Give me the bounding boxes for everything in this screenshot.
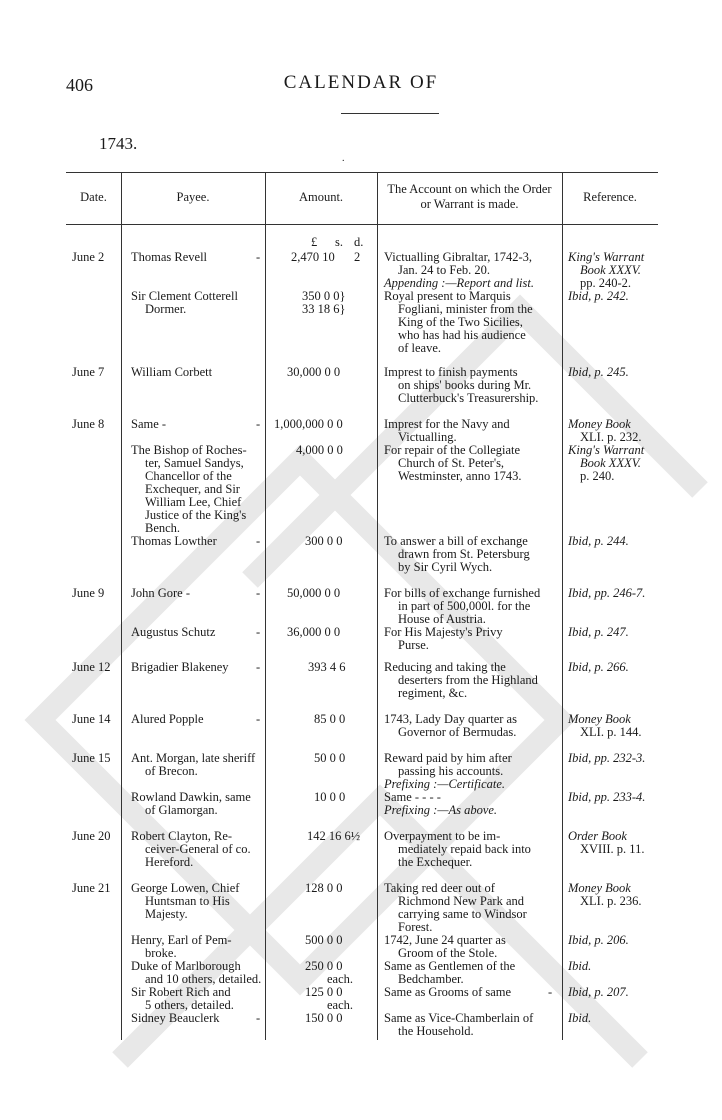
entry-payee: 5 others, detailed. (145, 998, 234, 1012)
entry-account: carrying same to Windsor (398, 907, 527, 921)
entry-date: June 7 (72, 365, 105, 379)
entry-payee: of Glamorgan. (145, 803, 218, 817)
entry-payee: Justice of the King's (145, 508, 247, 522)
entry-amount: 85 0 0 (314, 712, 346, 726)
entry-payee: Duke of Marlborough (131, 959, 241, 973)
entry-account: 1742, June 24 quarter as (384, 933, 506, 947)
entry-payee: Huntsman to His (145, 894, 230, 908)
entry-account: For repair of the Collegiate (384, 443, 521, 457)
entry-account: For bills of exchange furnished (384, 586, 541, 600)
entry-reference: pp. 240-2. (580, 276, 632, 290)
unit-pounds: £ (311, 235, 318, 249)
entry-account: Bedchamber. (398, 972, 464, 986)
entry-reference: Ibid, p. 245. (568, 365, 629, 379)
entry-account: Taking red deer out of (384, 881, 495, 895)
entry-amount: 10 0 0 (314, 790, 346, 804)
entry-payee-dash: - (256, 625, 261, 639)
entry-payee-dash: - (256, 417, 261, 431)
entry-account: Groom of the Stole. (398, 946, 498, 960)
entry-account: deserters from the Highland (398, 673, 538, 687)
entry-account: Jan. 24 to Feb. 20. (398, 263, 491, 277)
entry-payee: ter, Samuel Sandys, (145, 456, 244, 470)
entry-payee: Thomas Lowther (131, 534, 217, 548)
entry-account: regiment, &c. (398, 686, 468, 700)
entry-amount: 50,000 0 0 (287, 586, 341, 600)
page-title: CALENDAR OF (283, 72, 439, 93)
entry-reference: Book XXXV. (580, 456, 641, 470)
entry-account: Forest. (398, 920, 433, 934)
column-divider (121, 172, 122, 1040)
entry-amount: 150 0 0 (305, 1011, 343, 1025)
header-bottom-rule (66, 224, 658, 225)
entry-account-dash: - (548, 985, 553, 999)
entry-account: mediately repaid back into (398, 842, 531, 856)
entry-date: June 2 (72, 250, 105, 264)
entry-reference: Money Book (568, 417, 631, 431)
entry-amount: 142 16 6½ (307, 829, 361, 843)
header-date: Date. (80, 190, 107, 204)
entry-account: the Household. (398, 1024, 474, 1038)
entry-account: Prefixing :—Certificate. (384, 777, 506, 791)
entry-reference: Money Book (568, 881, 631, 895)
entry-account: Imprest to finish payments (384, 365, 518, 379)
header-account: The Account on which the Order or Warrant is made. (387, 182, 552, 211)
entry-payee: Sidney Beauclerk (131, 1011, 220, 1025)
entry-payee: Thomas Revell (131, 250, 208, 264)
entry-payee: Sir Clement Cotterell (131, 289, 238, 303)
entry-amount: each. (327, 972, 354, 986)
entry-reference: XLI. p. 144. (580, 725, 642, 739)
entry-account: Purse. (398, 638, 429, 652)
entry-reference: Ibid, pp. 232-3. (568, 751, 646, 765)
page-number: 406 (66, 75, 93, 95)
unit-pence: d. (354, 235, 364, 249)
entry-account: Governor of Bermudas. (398, 725, 517, 739)
entry-account: Victualling Gibraltar, 1742-3, (384, 250, 533, 264)
entry-amount: 36,000 0 0 (287, 625, 341, 639)
entry-payee-dash: - (256, 534, 261, 548)
entry-account: 1743, Lady Day quarter as (384, 712, 517, 726)
year-heading: 1743. (99, 134, 138, 153)
entry-payee: Rowland Dawkin, same (131, 790, 251, 804)
entry-date: June 15 (72, 751, 111, 765)
entry-payee-dash: - (256, 712, 261, 726)
entry-account: Overpayment to be im- (384, 829, 501, 843)
entry-amount: 1,000,000 0 0 (274, 417, 343, 431)
entry-payee-dash: - (256, 660, 261, 674)
entry-reference: Ibid, p. 207. (568, 985, 629, 999)
dot-mark: . (342, 153, 345, 164)
entry-account: in part of 500,000l. for the (398, 599, 531, 613)
entry-account: on ships' books during Mr. (398, 378, 532, 392)
entry-reference: Ibid, p. 244. (568, 534, 629, 548)
entry-reference: p. 240. (580, 469, 615, 483)
unit-shillings: s. (335, 235, 343, 249)
entry-payee: George Lowen, Chief (131, 881, 240, 895)
entry-reference: XLI. p. 236. (580, 894, 642, 908)
entry-account: Reward paid by him after (384, 751, 512, 765)
table-top-rule (66, 172, 658, 173)
entry-reference: XVIII. p. 11. (580, 842, 645, 856)
entry-date: June 20 (72, 829, 111, 843)
entry-account: Westminster, anno 1743. (398, 469, 522, 483)
header-amount: Amount. (298, 190, 344, 204)
entry-reference: King's Warrant (568, 250, 645, 264)
entry-account: who has had his audience (398, 328, 526, 342)
entry-account: To answer a bill of exchange (384, 534, 528, 548)
entry-payee: broke. (145, 946, 177, 960)
title-rule (341, 113, 439, 114)
entry-payee: Same - (131, 417, 167, 431)
entry-amount: 300 0 0 (305, 534, 343, 548)
entry-account: Church of St. Peter's, (398, 456, 505, 470)
entry-reference: Ibid. (568, 1011, 592, 1025)
entry-payee: Henry, Earl of Pem- (131, 933, 232, 947)
entry-date: June 9 (72, 586, 105, 600)
entry-account: Royal present to Marquis (384, 289, 511, 303)
entry-amount: 350 0 0} (302, 289, 346, 303)
entry-reference: Ibid, pp. 233-4. (568, 790, 646, 804)
column-divider (562, 172, 563, 1040)
entry-payee: Alured Popple (131, 712, 204, 726)
entry-date: June 21 (72, 881, 111, 895)
entry-reference: King's Warrant (568, 443, 645, 457)
entry-reference: Money Book (568, 712, 631, 726)
entry-account: Victualling. (398, 430, 457, 444)
entry-account: drawn from St. Petersburg (398, 547, 530, 561)
entry-payee: Bench. (145, 521, 181, 535)
header-reference: Reference. (583, 190, 637, 204)
entry-payee: Dormer. (145, 302, 187, 316)
entry-account: Prefixing :—As above. (384, 803, 498, 817)
entry-account: the Exchequer. (398, 855, 473, 869)
entry-account: Same as Vice-Chamberlain of (384, 1011, 534, 1025)
entry-amount: 33 18 6} (302, 302, 346, 316)
entry-payee: of Brecon. (145, 764, 198, 778)
entry-account: Same - - - - (384, 790, 441, 804)
entry-account: Fogliani, minister from the (398, 302, 533, 316)
entry-amount: 128 0 0 (305, 881, 343, 895)
entry-payee: The Bishop of Roches- (131, 443, 247, 457)
entry-payee: Chancellor of the (145, 469, 232, 483)
entry-reference: XLI. p. 232. (580, 430, 642, 444)
entry-account: Appending :—Report and list. (384, 276, 534, 290)
entry-amount: each. (327, 998, 354, 1012)
entry-amount: 2,470 10 (291, 250, 335, 264)
entry-date: June 12 (72, 660, 111, 674)
entry-reference: Ibid, p. 242. (568, 289, 629, 303)
entry-amount: 125 0 0 (305, 985, 343, 999)
entry-account: passing his accounts. (398, 764, 504, 778)
entry-date: June 14 (72, 712, 111, 726)
entry-payee: Majesty. (145, 907, 188, 921)
entry-reference: Ibid, p. 266. (568, 660, 629, 674)
entry-reference: Ibid. (568, 959, 592, 973)
entry-account: Same as Grooms of same (384, 985, 512, 999)
entry-account: by Sir Cyril Wych. (398, 560, 493, 574)
entry-payee-dash: - (256, 586, 261, 600)
entry-account: Imprest for the Navy and (384, 417, 510, 431)
entry-amount: 500 0 0 (305, 933, 343, 947)
entry-reference: Ibid, p. 247. (568, 625, 629, 639)
entry-payee: and 10 others, detailed. (145, 972, 262, 986)
entry-account: For His Majesty's Privy (384, 625, 503, 639)
entry-reference: Ibid, p. 206. (568, 933, 629, 947)
entry-reference: Book XXXV. (580, 263, 641, 277)
entry-amount: 4,000 0 0 (296, 443, 343, 457)
entry-payee-dash: - (256, 250, 261, 264)
entry-payee: Exchequer, and Sir (145, 482, 240, 496)
entry-account: House of Austria. (398, 612, 486, 626)
entry-amount: 2 (354, 250, 361, 264)
entry-payee: Ant. Morgan, late sheriff (131, 751, 256, 765)
entry-amount: 393 4 6 (308, 660, 346, 674)
entry-payee: John Gore - (131, 586, 191, 600)
entry-payee: ceiver-General of co. (145, 842, 251, 856)
entry-amount: 30,000 0 0 (287, 365, 341, 379)
entry-account: of leave. (398, 341, 442, 355)
entry-amount: 250 0 0 (305, 959, 343, 973)
entry-payee: Augustus Schutz (131, 625, 216, 639)
entry-account: King of the Two Sicilies, (398, 315, 523, 329)
entry-payee: William Lee, Chief (145, 495, 242, 509)
entry-payee: William Corbett (131, 365, 213, 379)
entry-amount: 50 0 0 (314, 751, 346, 765)
column-divider (265, 172, 266, 1040)
entry-payee: Brigadier Blakeney (131, 660, 229, 674)
entry-payee-dash: - (256, 1011, 261, 1025)
entry-account: Same as Gentlemen of the (384, 959, 516, 973)
entry-reference: Order Book (568, 829, 627, 843)
entry-account: Clutterbuck's Treasurership. (398, 391, 539, 405)
entry-reference: Ibid, pp. 246-7. (568, 586, 646, 600)
entry-account: Richmond New Park and (398, 894, 525, 908)
header-payee: Payee. (176, 190, 210, 204)
entry-payee: Sir Robert Rich and (131, 985, 231, 999)
entry-account: Reducing and taking the (384, 660, 506, 674)
column-divider (377, 172, 378, 1040)
entry-payee: Hereford. (145, 855, 194, 869)
entry-payee: Robert Clayton, Re- (131, 829, 233, 843)
entry-date: June 8 (72, 417, 105, 431)
